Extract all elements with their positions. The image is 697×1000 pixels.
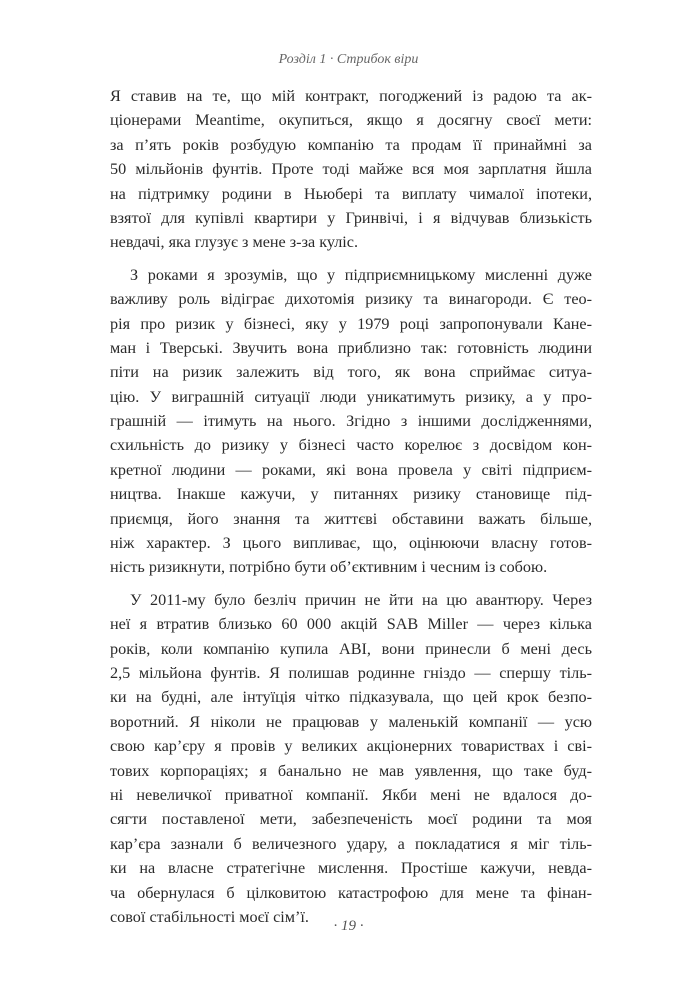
running-header: Розділ 1 · Стрибок віри xyxy=(278,52,419,67)
text-line: ництва. Інакше кажучи, у питаннях ризику становище під- xyxy=(110,485,592,504)
text-line: грашній — ітимуть на нього. Згідно з іншими дослідженнями, xyxy=(110,412,592,431)
text-line: 50 мільйонів фунтів. Проте тоді майже вся моя зарплатня йшла xyxy=(110,160,592,179)
paragraph xyxy=(110,588,592,929)
text-line: ки на будні, але інтуїція чітко підказувала, що цей крок безпо- xyxy=(110,688,592,707)
paragraph xyxy=(110,263,592,580)
text-line: піти на ризик залежить від того, як вона сприймає ситуа- xyxy=(110,363,592,382)
paragraph xyxy=(110,84,592,255)
text-line: ціонерами Meantime, окупиться, якщо я досягну своєї мети: xyxy=(110,111,592,130)
page-number: · 19 · xyxy=(333,918,364,934)
text-line: приємця, його знання та життєві обставини важать більше, xyxy=(110,509,592,528)
text-line: сягти поставленої мети, забезпеченість моєї родини та моя xyxy=(110,810,592,829)
text-line: Я ставив на те, що мій контракт, погоджений із радою та ак- xyxy=(110,87,592,105)
text-line: тових корпораціях; я банально не мав уявлення, що таке буд- xyxy=(110,761,592,780)
text-line: кар’єра зазнали б величезного удару, а покладатися я міг тіль- xyxy=(110,834,592,853)
text-line: ки на власне стратегічне мислення. Простіше кажучи, невда- xyxy=(110,859,592,878)
text-line: ніж характер. З цього випливає, що, оцінюючи власну готов- xyxy=(110,534,592,553)
text-line: взятої для купівлі квартири у Гринвічі, і я відчував близькість xyxy=(110,208,592,227)
text-line: цію. У виграшній ситуації люди уникатимуть ризику, а у про- xyxy=(110,387,592,406)
text-line: схильність до ризику у бізнесі часто корелює з досвідом кон- xyxy=(110,436,592,455)
text-line: У 2011-му було безліч причин не йти на цю авантюру. Через xyxy=(130,590,592,609)
text-line: неї я втратив близько 60 000 акцій SAB Miller — через кілька xyxy=(110,615,592,634)
text-line: ман і Тверські. Звучить вона приблизно так: готовність людини xyxy=(110,338,592,357)
text-line: невдачі, яка глузує з мене з-за куліс. xyxy=(110,233,359,252)
text-line: ні невеличкої приватної компанії. Якби мені не вдалося до- xyxy=(110,785,592,804)
text-line: кретної людини — роками, які вона провела у світі підприєм- xyxy=(110,460,592,479)
text-line: на підтримку родини в Ньюбері та виплату чималої іпотеки, xyxy=(110,184,592,203)
text-line: за п’ять років розбудую компанію та продам її принаймні за xyxy=(110,135,592,154)
text-line: сової стабільності моєї сім’ї. xyxy=(110,907,309,926)
text-line: 2,5 мільйона фунтів. Я полишав родинне гніздо — спершу тіль- xyxy=(110,663,592,682)
text-line: років, коли компанію купила ABI, вони принесли б мені десь xyxy=(110,639,592,658)
text-line: свою кар’єру я провів у великих акціонерних товариствах і сві- xyxy=(110,737,592,756)
text-line: важливу роль відіграє дихотомія ризику та винагороди. Є тео- xyxy=(110,290,592,309)
text-line: рія про ризик у бізнесі, яку у 1979 році запропонували Кане- xyxy=(110,314,592,333)
text-line: ність ризикнути, потрібно бути об’єктивним і чесним із собою. xyxy=(110,558,548,577)
text-line: З роками я зрозумів, що у підприємницькому мисленні дуже xyxy=(130,265,592,284)
page-body xyxy=(110,84,592,929)
text-line: воротний. Я ніколи не працював у маленькій компанії — усю xyxy=(110,712,592,731)
text-line: ча обернулася б цілковитою катастрофою для мене та фінан- xyxy=(110,883,592,902)
